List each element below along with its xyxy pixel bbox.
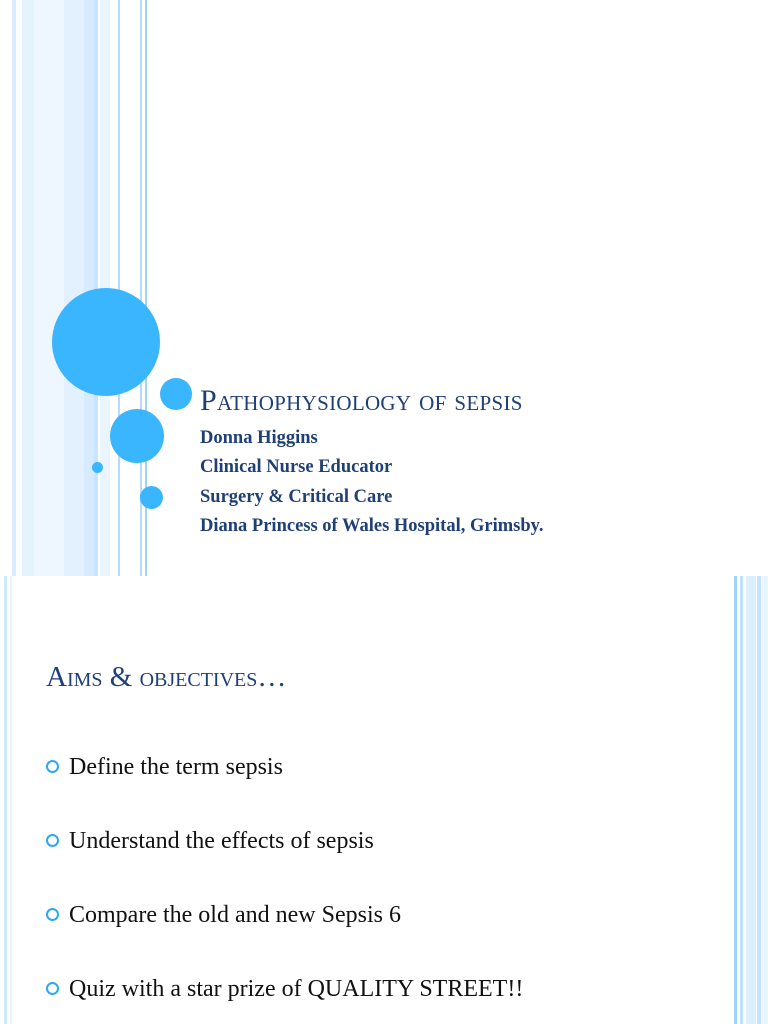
list-item — [46, 826, 523, 900]
decorative-stripe — [34, 0, 64, 576]
objectives-list — [46, 752, 523, 1024]
decorative-stripe — [734, 576, 737, 1024]
circle-bullet-icon — [46, 982, 59, 995]
decorative-stripe — [64, 0, 84, 576]
list-item — [46, 752, 523, 826]
decorative-stripe — [84, 0, 94, 576]
decorative-stripe — [12, 0, 16, 576]
presenter-role: Clinical Nurse Educator — [200, 457, 393, 478]
decorative-stripe — [740, 576, 743, 1024]
decorative-stripe — [118, 0, 120, 576]
large-circle-decoration — [52, 288, 160, 396]
tiny-circle-decoration — [92, 462, 103, 473]
circle-bullet-icon — [46, 760, 59, 773]
list-item — [46, 974, 523, 1024]
slide-title: Pathophysiology of sepsis — [200, 384, 523, 417]
objective-text: Compare the old and new Sepsis 6 — [69, 902, 401, 928]
decorative-stripe — [22, 0, 34, 576]
objectives-slide — [0, 576, 768, 1024]
list-item — [46, 900, 523, 974]
small-circle-decoration — [160, 378, 192, 410]
decorative-stripe — [746, 576, 756, 1024]
department: Surgery & Critical Care — [200, 486, 393, 507]
medium-circle-decoration — [110, 409, 164, 463]
circle-bullet-icon — [46, 834, 59, 847]
decorative-stripe — [10, 576, 12, 1024]
small-circle-decoration — [140, 486, 163, 509]
decorative-stripe — [762, 576, 768, 1024]
slide-subtitle — [200, 424, 543, 541]
hospital: Diana Princess of Wales Hospital, Grimsby. — [200, 515, 544, 536]
decorative-stripe — [4, 576, 7, 1024]
objective-text: Quiz with a star prize of QUALITY STREET!! — [69, 976, 524, 1002]
decorative-stripe — [757, 576, 761, 1024]
circle-bullet-icon — [46, 908, 59, 921]
objective-text: Define the term sepsis — [69, 754, 283, 780]
slide-title: Aims & objectives… — [46, 661, 287, 693]
objective-text: Understand the effects of sepsis — [69, 828, 374, 854]
presenter-name: Donna Higgins — [200, 428, 318, 448]
